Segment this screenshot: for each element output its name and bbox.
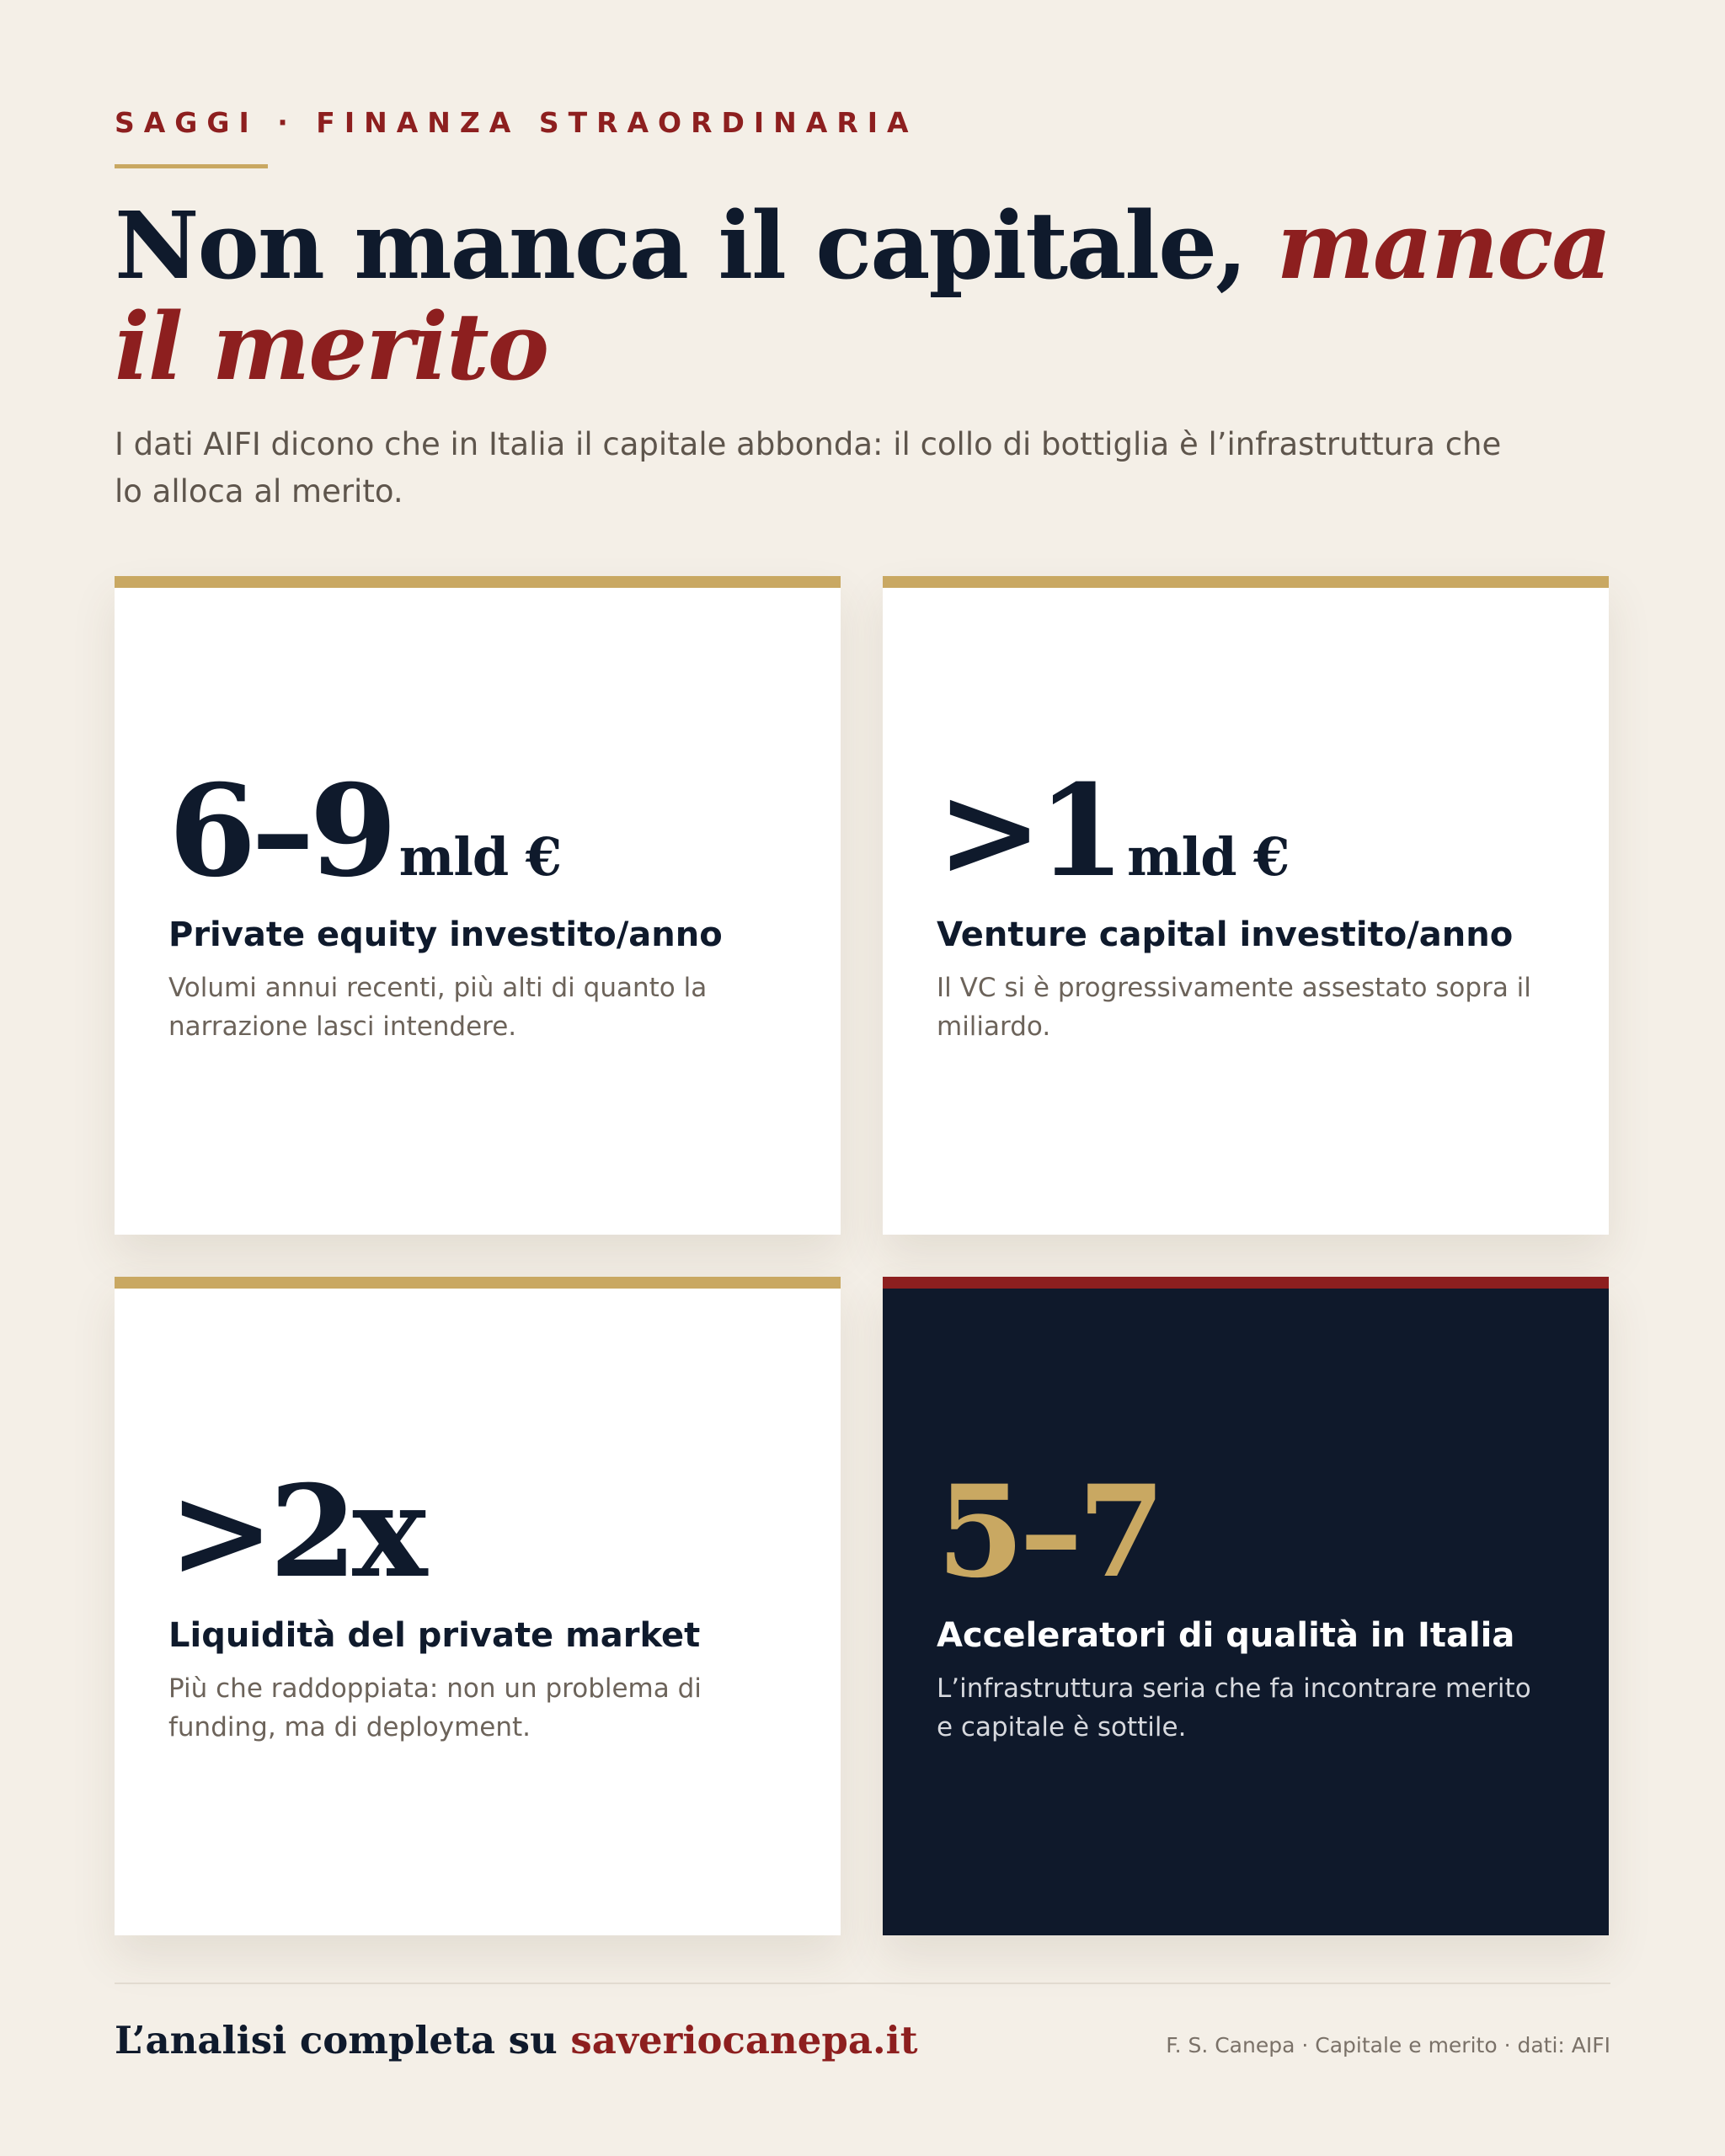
subtitle: I dati AIFI dicono che in Italia il capitale abbonda: il collo di bottiglia è l’infrastruttura che lo alloca al merito. xyxy=(115,426,1502,510)
card-description: Volumi annui recenti, più alti di quanto la narrazione lasci intendere. xyxy=(168,973,708,1042)
stat-value xyxy=(168,1458,787,1606)
page-title xyxy=(115,191,1610,401)
card-description: Il VC si è progressivamente assestato sopra il miliardo. xyxy=(937,973,1531,1042)
stat-unit: mld € xyxy=(398,826,561,888)
card-title: Private equity investito/anno xyxy=(168,915,723,954)
stat-number: 5–7 xyxy=(937,1458,1161,1606)
card-accent-bar xyxy=(115,576,841,588)
stat-number: >1 xyxy=(937,757,1121,905)
stat-unit: mld € xyxy=(1127,826,1290,888)
stat-value xyxy=(937,1458,1555,1606)
title-accent: manca il merito xyxy=(115,191,1610,401)
stat-card-private-equity xyxy=(115,576,841,1235)
stat-number: >2x xyxy=(168,1458,423,1606)
kicker-rule xyxy=(115,164,268,168)
card-title: Acceleratori di qualità in Italia xyxy=(937,1616,1515,1655)
footer-divider xyxy=(115,1983,1610,1984)
stat-card-venture-capital xyxy=(883,576,1609,1235)
card-description: Più che raddoppiata: non un problema di funding, ma di deployment. xyxy=(168,1673,702,1742)
stat-card-liquidity xyxy=(115,1277,841,1935)
kicker: SAGGI · FINANZA STRAORDINARIA xyxy=(115,106,918,139)
card-title: Venture capital investito/anno xyxy=(937,915,1514,954)
page xyxy=(115,0,1610,2156)
card-accent-bar xyxy=(883,576,1609,588)
card-description: L’infrastruttura seria che fa incontrare merito e capitale è sottile. xyxy=(937,1673,1531,1742)
footer-cta-prefix: L’analisi completa su xyxy=(115,2018,571,2063)
title-main: Non manca il capitale, xyxy=(115,191,1277,300)
stat-card-accelerators xyxy=(883,1277,1609,1935)
footer-cta xyxy=(115,2018,918,2063)
card-accent-bar xyxy=(115,1277,841,1289)
card-title: Liquidità del private market xyxy=(168,1616,701,1655)
footer-site-link[interactable]: saveriocanepa.it xyxy=(570,2018,918,2063)
stat-value xyxy=(168,757,787,905)
footer-credit: F. S. Canepa · Capitale e merito · dati: AIFI xyxy=(1166,2033,1610,2057)
stat-value xyxy=(937,757,1555,905)
card-accent-bar xyxy=(883,1277,1609,1289)
stat-number: 6–9 xyxy=(168,757,393,905)
